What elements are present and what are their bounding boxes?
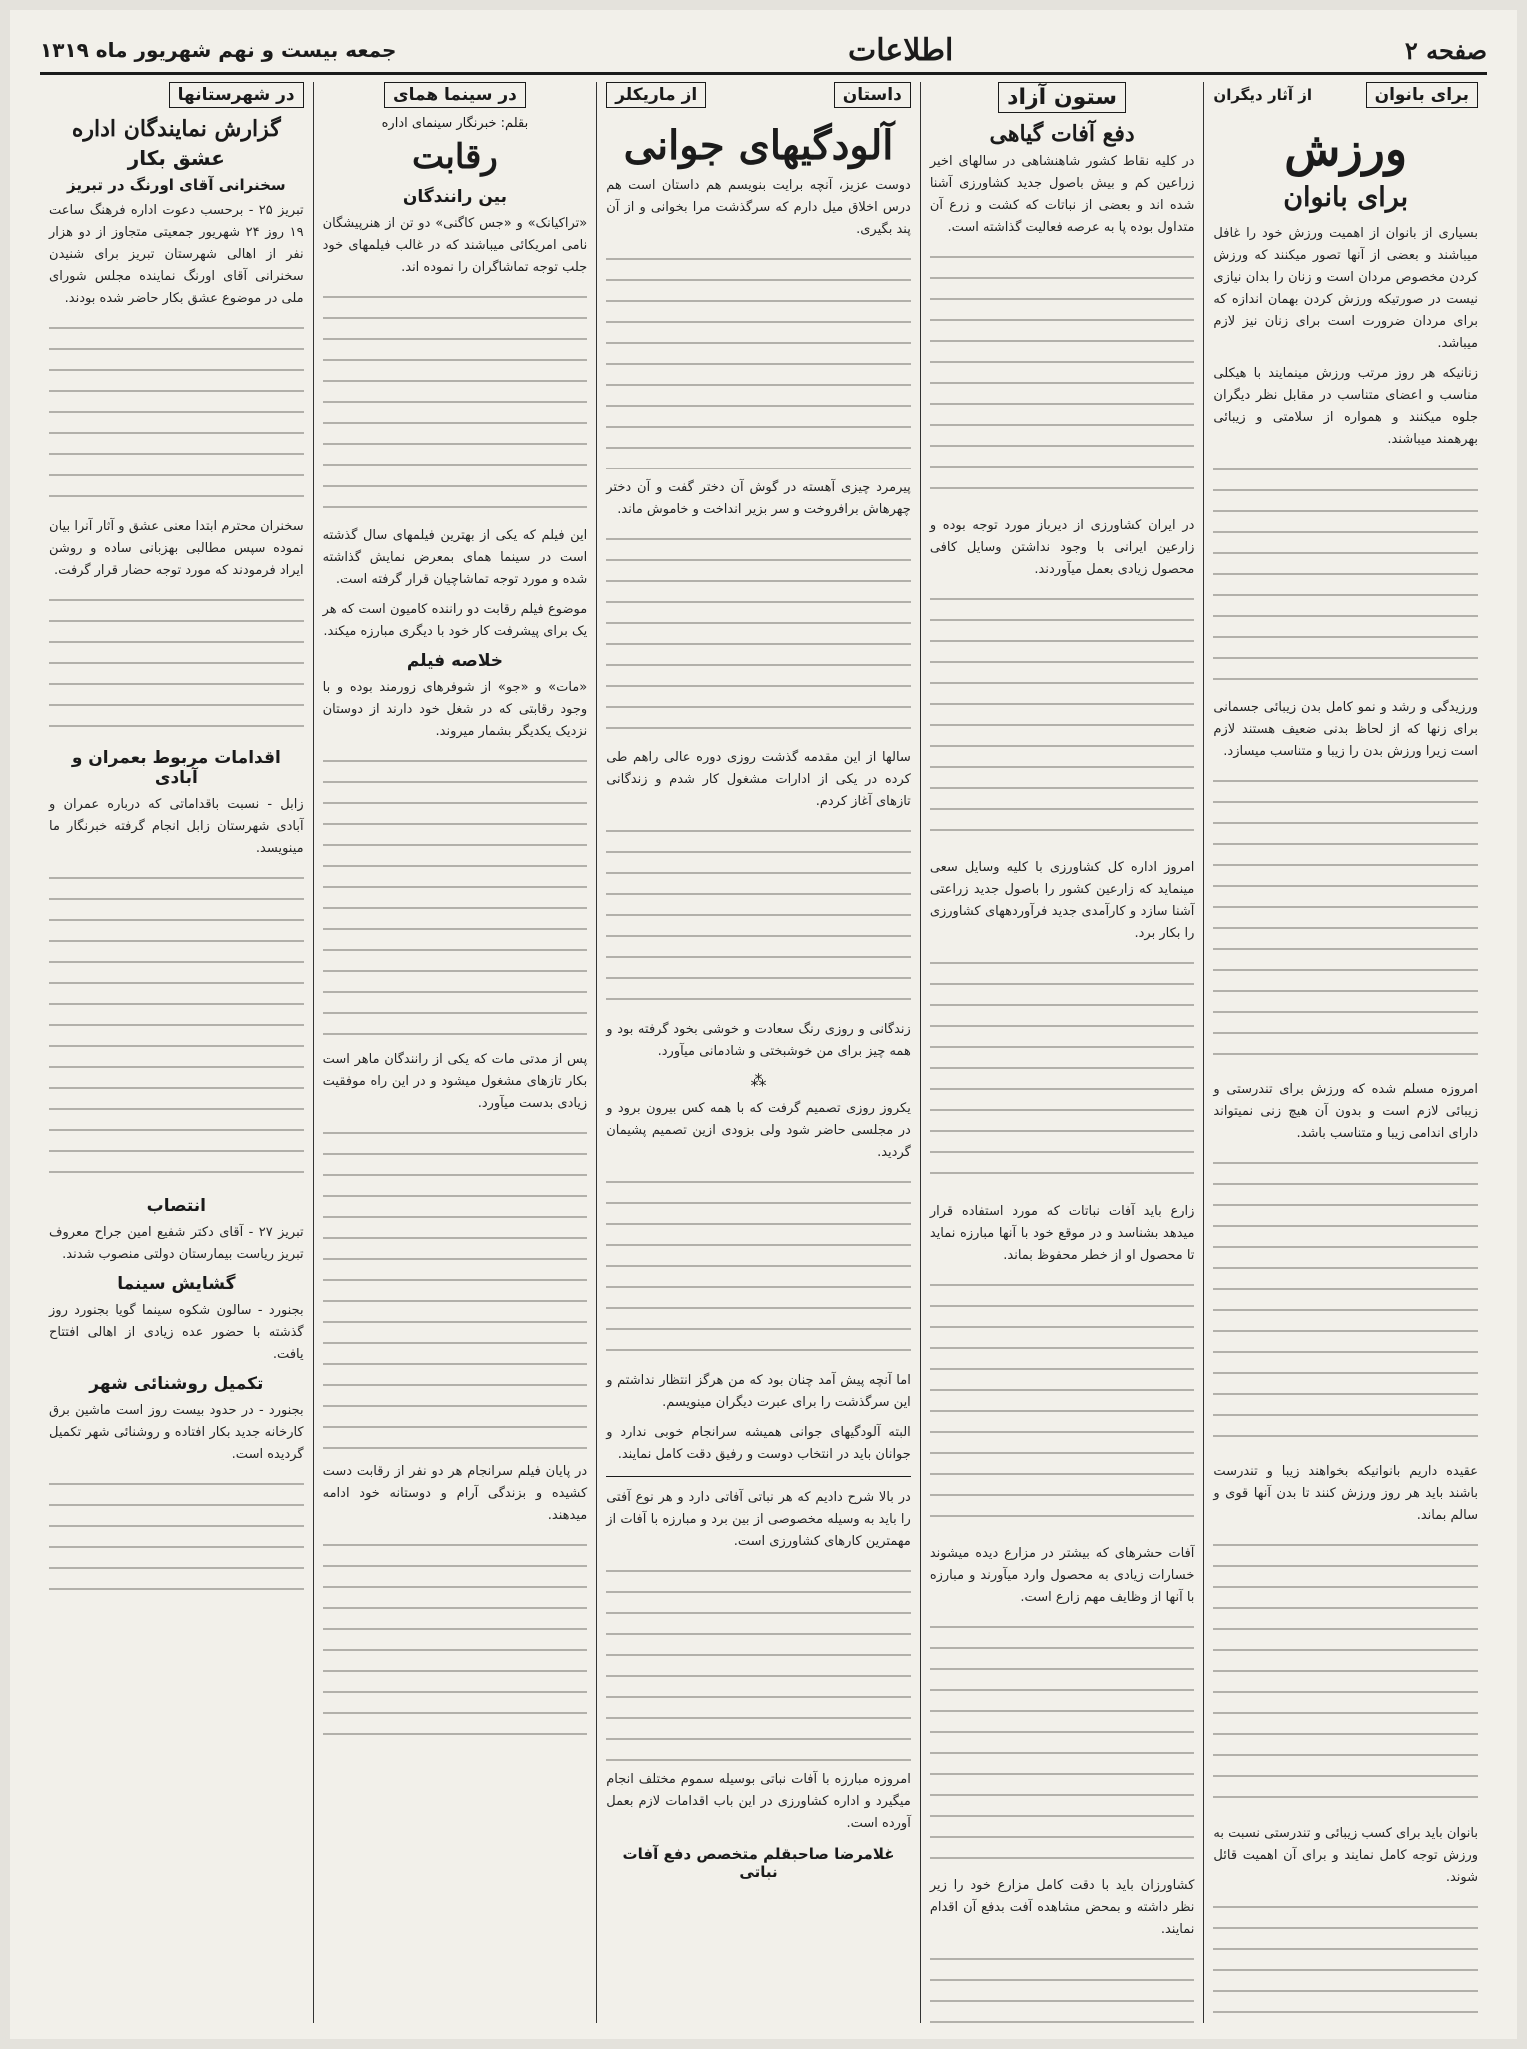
column-header [1213, 82, 1478, 108]
paragraph: زابل - نسبت باقداماتی که درباره عمران و آبادی شهرستان زابل انجام گرفته خبرنگار ما مینویسد. [49, 797, 304, 856]
page-number: صفحه ۲ [1404, 35, 1487, 65]
column-header [323, 82, 588, 108]
paragraph: اما آنچه پیش آمد چنان بود که من هرگز انتظار نداشتم و این سرگذشت را برای عبرت دیگران مینویسم. [606, 1373, 911, 1410]
text-lines [323, 1123, 588, 1453]
paragraph: «تراکیانک» و «جس کاگنی» دو تن از هنرپیشگان نامی امریکائی میباشند که در غالب فیلمهای خود جلب توجه تماشاگران را نموده اند. [322, 216, 588, 275]
paragraph: امروزه مسلم شده که ورزش برای تندرستی و زیبائی لازم است و بدون آن هیچ زنی نمیتواند دارای اندامی زیبا و متناسب باشد. [1213, 1082, 1478, 1141]
paragraph: موضوع فیلم رقابت دو راننده کامیون است که هر یک برای پیشرفت کار خود با دیگری مبارزه میکند. [322, 602, 588, 639]
text-lines [606, 1561, 911, 1761]
masthead [40, 28, 1487, 75]
article-title-pests: دفع آفات گیاهی [989, 121, 1135, 147]
paragraph: امروزه مبارزه با آفات نباتی بوسیله سموم مختلف انجام میگیرد و اداره کشاورزی در این باب اقدامات لازم بعمل آورده است. [606, 1772, 911, 1831]
column-provinces [40, 82, 313, 2023]
column-cinema [313, 82, 597, 2023]
column-header [49, 82, 304, 108]
paragraph: تبریز ۲۷ - آقای دکتر شفیع امین جراح معروف تبریز ریاست بیمارستان دولتی منصوب شدند. [49, 1225, 304, 1262]
section-heading-city-lighting: تکمیل روشنائی شهر [89, 1374, 264, 1394]
article-title-rivalry: رقابت [411, 137, 498, 177]
paragraph: این فیلم که یکی از بهترین فیلمهای سال گذشته است در سینما همای بمعرض نمایش گذاشته شده و مورد توجه تماشاچیان قرار گرفته است. [322, 528, 588, 587]
paragraph: یکروز روزی تصمیم گرفت که با همه کس بیرون برود و در مجلسی حاضر شود ولی بزودی ازین تصمیم پشیمان گردید. [606, 1101, 911, 1160]
text-lines [49, 868, 304, 1188]
text-lines [930, 1949, 1195, 2023]
paragraph: در کلیه نقاط کشور شاهنشاهی در سالهای اخیر زراعین کم و بیش باصول جدید کشاورزی آشنا شده اند و بعضی از نباتات که کشت و زرع آن متداول بوده پا به عرصه فعالیت گذاشته است. [929, 154, 1195, 235]
section-heading-development: اقدامات مربوط بعمران و آبادی [71, 748, 281, 788]
paragraph: دوست عزیز، آنچه برایت بنویسم هم داستان است هم درس اخلاق میل دارم که سرگذشت مرا بخوانی و از آن پند بگیری. [606, 178, 911, 237]
section-heading-appointment: انتصاب [146, 1196, 207, 1216]
text-lines [323, 751, 588, 1041]
section-heading-cinema-opening: گشایش سینما [117, 1274, 236, 1294]
paragraph: در ایران کشاورزی از دیرباز مورد توجه بوده و زارعین ایرانی با وجود نداشتن وسایل کافی محصول زیادی بعمل میآوردند. [929, 518, 1195, 577]
text-lines [1213, 1535, 1478, 1815]
paragraph: سالها از این مقدمه گذشت روزی دوره عالی راهم طی کرده در یکی از ادارات مشغول کار شدم و زندگانی تازهای آغاز کردم. [606, 750, 911, 809]
paragraph: ورزیدگی و رشد و نمو کامل بدن زیبائی جسمانی برای زنها که از لحاظ بدنی ضعیف هستند لازم است زیرا ورزش بدن را زیبا و متناسب میسازد. [1213, 700, 1478, 759]
text-lines [930, 1275, 1195, 1535]
paragraph: کشاورزان باید با دقت کامل مزارع خود را زیر نظر داشته و بمحض مشاهده آفت بدفع آن اقدام نمایند. [929, 1878, 1195, 1937]
newspaper-page [10, 10, 1517, 2039]
section-label-women: برای بانوان [1366, 82, 1478, 108]
text-lines [1213, 459, 1478, 689]
section-label-cinema: در سینما همای [384, 82, 526, 108]
text-lines [323, 1535, 588, 1735]
paragraph: عقیده داریم بانوانیکه بخواهند زیبا و تندرست باشند باید هر روز ورزش کنند تا بدن آنها قوی و سالم بماند. [1213, 1464, 1478, 1523]
article-subtitle-speech: سخنرانی آقای اورنگ در تبریز [66, 176, 286, 194]
paragraph: پس از مدتی مات که یکی از رانندگان ماهر است بکار تازهای مشغول میشود و در این راه موفقیت زیادی بدست میآورد. [322, 1052, 588, 1111]
divider [606, 1476, 911, 1477]
paragraph: در پایان فیلم سرانجام هر دو نفر از رقابت دست کشیده و بزندگی آرام و دوستانه خود ادامه میدهند. [322, 1464, 588, 1523]
text-lines [49, 590, 304, 740]
paragraph: پیرمرد چیزی آهسته در گوش آن دختر گفت و آن دختر چهرهاش برافروخت و سر بزیر انداخت و خاموش ماند. [606, 480, 911, 517]
text-lines [606, 249, 911, 469]
paragraph: در بالا شرح دادیم که هر نباتی آفاتی دارد و هر نوع آفتی را باید به وسیله مخصوصی از بین برد و مبارزه با آفات از مهمترین کارهای کشاورزی است. [606, 1490, 911, 1549]
paragraph: «مات» و «جو» از شوفرهای زورمند بوده و با وجود رقابتی که در شغل خود دارند از دوستان نزدیک یکدیگر بشمار میروند. [322, 680, 588, 739]
text-lines [606, 1172, 911, 1362]
text-lines [930, 589, 1195, 849]
paragraph: آفات حشرهای که بیشتر در مزارع دیده میشوند خسارات زیادی به محصول وارد میآورند و مبارزه با آنها از وظایف مهم زارع است. [929, 1546, 1195, 1605]
article-title-sport: ورزش [1284, 122, 1408, 176]
paragraph: بجنورد - سالون شکوه سینما گویا بجنورد روز گذشته با حضور عده زیادی از اهالی افتتاح یافت. [49, 1303, 304, 1362]
paragraph: زنانیکه هر روز مرتب ورزش مینمایند با هیکلی مناسب و اعضای متناسب در مقابل نظر دیگران جلوه میکنند و همواره از سلامتی و زیبائی بهرهمند میباشند. [1213, 366, 1478, 447]
issue-date: جمعه بیست و نهم شهریور ماه ۱۳۱۹ [40, 38, 397, 62]
text-lines [606, 529, 911, 739]
column-header [930, 82, 1195, 113]
article-subtitle-sport: برای بانوان [1283, 182, 1409, 213]
article-subtitle-rivalry: بین رانندگان [402, 187, 507, 207]
section-heading-summary: خلاصه فیلم [406, 651, 503, 671]
article-title-story: آلودگیهای جوانی [623, 122, 894, 169]
paragraph: بجنورد - در حدود بیست روز است ماشین برق کارخانه جدید بکار افتاده و روشنائی شهر تکمیل گردیده است. [49, 1403, 304, 1462]
paragraph: امروز اداره کل کشاورزی با کلیه وسایل سعی مینماید که زارعین کشور را باصول جدید زراعتی آشنا سازد و کارآمدی جدید فرآوردههای کشاورزی را بکار برد. [929, 860, 1195, 941]
section-label-story: داستان [834, 82, 911, 108]
paragraph: زارع باید آفات نباتات که مورد استفاده قرار میدهد بشناسد و در موقع خود با آنها مبارزه نماید تا محصول او از خطر محفوظ بماند. [929, 1204, 1195, 1263]
text-lines [1213, 771, 1478, 1071]
author-signature: غلامرضا صاحبقلم متخصص دفع آفات نباتی [622, 1845, 895, 1881]
article-title-reports: گزارش نمایندگان اداره [71, 116, 281, 142]
section-label-provinces: در شهرستانها [169, 82, 304, 108]
text-lines [930, 953, 1195, 1193]
paragraph: بانوان باید برای کسب زیبائی و تندرستی نسبت به ورزش توجه کامل نمایند و برای آن اهمیت قائل شوند. [1213, 1826, 1478, 1885]
paragraph: زندگانی و روزی رنگ سعادت و خوشی بخود گرفته بود و همه چیز برای من خوشبختی و شادمانی میآورد. [606, 1022, 911, 1059]
text-lines [1213, 1897, 1478, 2023]
paragraph: بسیاری از بانوان از اهمیت ورزش خود را غافل میباشند و بعضی از آنها تصور میکنند که ورزش کردن مخصوص مردان است و زنان را بدان نیازی نیست در صورتیکه ورزش کردن بهمان اندازه که برای مردان ضرورت است برای زنان نیز لازم میباشد. [1213, 226, 1478, 351]
paragraph: البته آلودگیهای جوانی همیشه سرانجام خوبی ندارد و جوانان باید در انتخاب دوست و رفیق دقت کامل نمایند. [606, 1425, 911, 1462]
text-lines [323, 287, 588, 517]
article-title-love-work: عشق بکار [127, 146, 225, 170]
column-header [606, 82, 911, 108]
byline: بقلم: خبرنگار سینمای اداره [381, 116, 529, 131]
paragraph: تبریز ۲۵ - برحسب دعوت اداره فرهنگ ساعت ۱۹ روز ۲۴ شهریور جمعیتی متجاوز از دو هزار نفر از اهالی شهرستان تبریز برای شنیدن سخنرانی آقای اورنگ نماینده مجلس شورای ملی در موضوع عشق بکار حاضر شده بودند. [49, 203, 304, 306]
text-lines [49, 318, 304, 508]
column-women [1203, 82, 1487, 2023]
columns [40, 82, 1487, 2023]
text-lines [930, 247, 1195, 507]
paragraph: سخنران محترم ابتدا معنی عشق و آثار آنرا بیان نموده سپس مطالبی بهزبانی ساده و روشن ایراد فرمودند که مورد توجه حضار قرار گرفت. [49, 519, 304, 578]
section-label-source: از ماریکلر [606, 82, 706, 108]
column-story [596, 82, 920, 2023]
section-sublabel: از آثار دیگران [1213, 86, 1312, 104]
text-lines [49, 1474, 304, 1604]
section-separator: ⁂ [750, 1071, 767, 1090]
column-free [920, 82, 1204, 2023]
text-lines [930, 1617, 1195, 1867]
newspaper-name: اطلاعات [847, 32, 954, 68]
section-label-free: ستون آزاد [998, 82, 1126, 113]
text-lines [606, 821, 911, 1011]
text-lines [1213, 1153, 1478, 1453]
